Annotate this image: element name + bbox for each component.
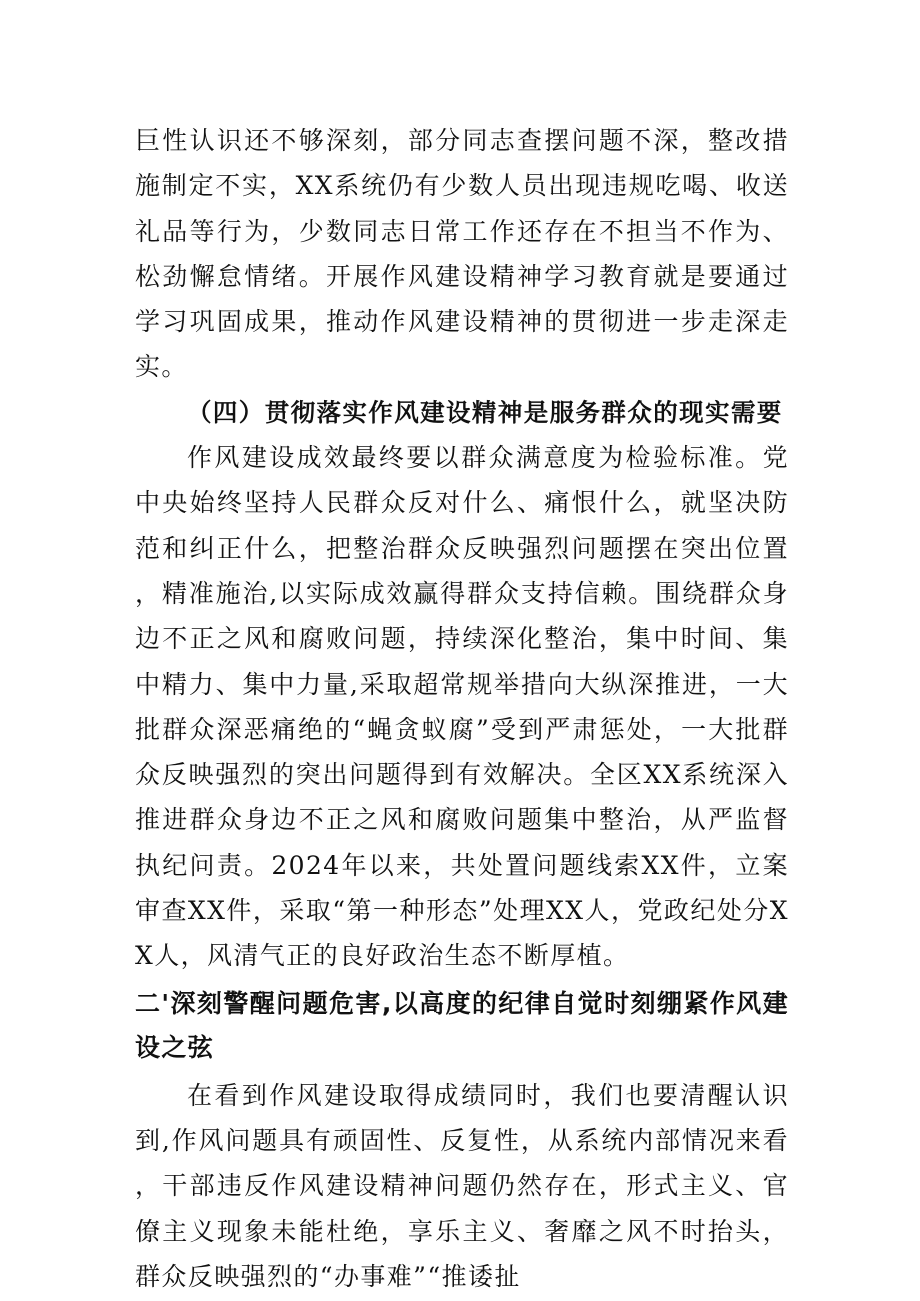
paragraph-problem-awareness: 在看到作风建设取得成绩同时，我们也要清醒认识到,作风问题具有顽固性、反复性，从系统内部情况来看，干部违反作风建设精神问题仍然存在，形式主义、官僚主义现象未能杜绝，享乐主义、奢靡之风不时抬头，群众反映强烈的“办事难”“推诿扯 [135,1080,789,1291]
document-body [135,118,789,1299]
section-heading-2: 二'深刻警醒问题危害,以高度的纪律自觉时刻绷紧作风建设之弦 [135,988,789,1062]
paragraph-service-masses: 作风建设成效最终要以群众满意度为检验标准。党中央始终坚持人民群众反对什么、痛恨什么，就坚决防范和纠正什么，把整治群众反映强烈问题摆在突出位置，精准施治,以实际成效赢得群众支持信赖。围绕群众身边不正之风和腐败问题，持续深化整治，集中时间、集中精力、集中力量,采取超常规举措向大纵深推进，一大批群众深恶痛绝的“蝇贪蚁腐”受到严肃惩处，一大批群众反映强烈的突出问题得到有效解决。全区XX系统深入推进群众身边不正之风和腐败问题集中整治，从严监督执纪问责。2024年以来，共处置问题线索XX件，立案审查XX件，采取“第一种形态”处理XX人，党政纪处分XX人，风清气正的良好政治生态不断厚植。 [135,443,789,971]
section-subheading-4: （四）贯彻落实作风建设精神是服务群众的现实需要 [187,397,783,427]
paragraph-continuation: 巨性认识还不够深刻，部分同志查摆问题不深，整改措施制定不实，XX系统仍有少数人员出现违规吃喝、收送礼品等行为，少数同志日常工作还存在不担当不作为、松劲懈怠情绪。开展作风建设精神学习教育就是要通过学习巩固成果，推动作风建设精神的贯彻进一步走深走实。 [135,126,789,382]
